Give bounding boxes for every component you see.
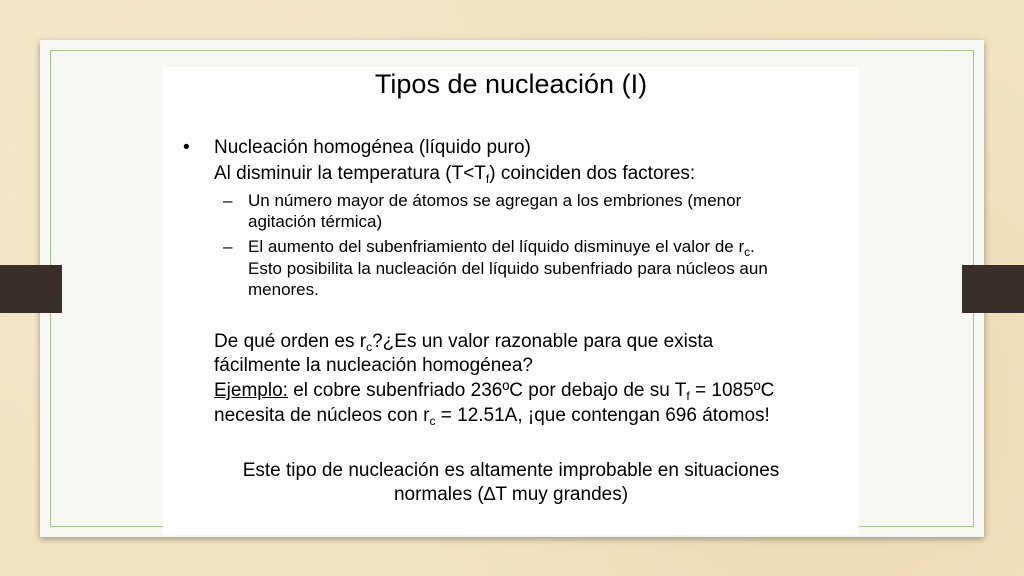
example-text-b: = 1085ºC	[689, 380, 775, 401]
dash-marker-2: –	[223, 237, 233, 256]
conclusion-line-2: normales (∆T muy grandes)	[393, 484, 629, 505]
example-line-1	[214, 380, 774, 403]
example-label: Ejemplo:	[214, 380, 288, 401]
slide-frame	[40, 40, 984, 537]
question-text-a: De qué orden es r	[214, 331, 367, 352]
example-line2-a: necesita de núcleos con r	[214, 405, 430, 426]
bullet-heading: Nucleación homogénea (líquido puro)	[214, 137, 531, 158]
slide-content	[163, 67, 859, 535]
example-line2-b: = 12.51A, ¡que contengan 696 átomos!	[435, 405, 770, 426]
dash-item-2-line-2: Esto posibilita la nucleación del líquido subenfriado para núcleos aun	[248, 259, 768, 278]
conclusion-line-1: Este tipo de nucleación es altamente improbable en situaciones	[242, 460, 780, 481]
left-binder-tab	[0, 265, 62, 313]
dash-marker-1: –	[223, 191, 233, 210]
intro-line	[214, 163, 695, 186]
example-text-a: el cobre subenfriado 236ºC por debajo de su T	[287, 380, 687, 401]
dash-item-2-line-3: menores.	[248, 280, 319, 299]
intro-text-2: ) coinciden dos factores:	[489, 163, 696, 184]
intro-subscript: f	[485, 172, 490, 186]
dash-item-2-text-b: .	[750, 237, 755, 256]
slide-title: Tipos de nucleación (I)	[374, 69, 648, 99]
question-line-1	[214, 331, 713, 354]
example-subscript-f: f	[686, 389, 690, 403]
dash-item-2-subscript: c	[744, 245, 751, 259]
question-line-2: fácilmente la nucleación homogénea?	[214, 355, 533, 376]
right-binder-tab	[962, 265, 1024, 313]
dash-item-2-text-a: El aumento del subenfriamiento del líquido disminuye el valor de r	[248, 237, 745, 256]
question-text-b: ?¿Es un valor razonable para que exista	[372, 331, 714, 352]
example-line-2	[214, 405, 770, 428]
dash-item-2-line-1	[248, 237, 755, 259]
intro-text-1: Al disminuir la temperatura (T<T	[214, 163, 486, 184]
dash-item-1-line-2: agitación térmica)	[248, 212, 383, 231]
dash-item-1-line-1: Un número mayor de átomos se agregan a los embriones (menor	[248, 191, 742, 210]
question-subscript: c	[366, 340, 373, 354]
example-subscript-c: c	[429, 414, 436, 428]
bullet-marker: •	[183, 137, 190, 158]
